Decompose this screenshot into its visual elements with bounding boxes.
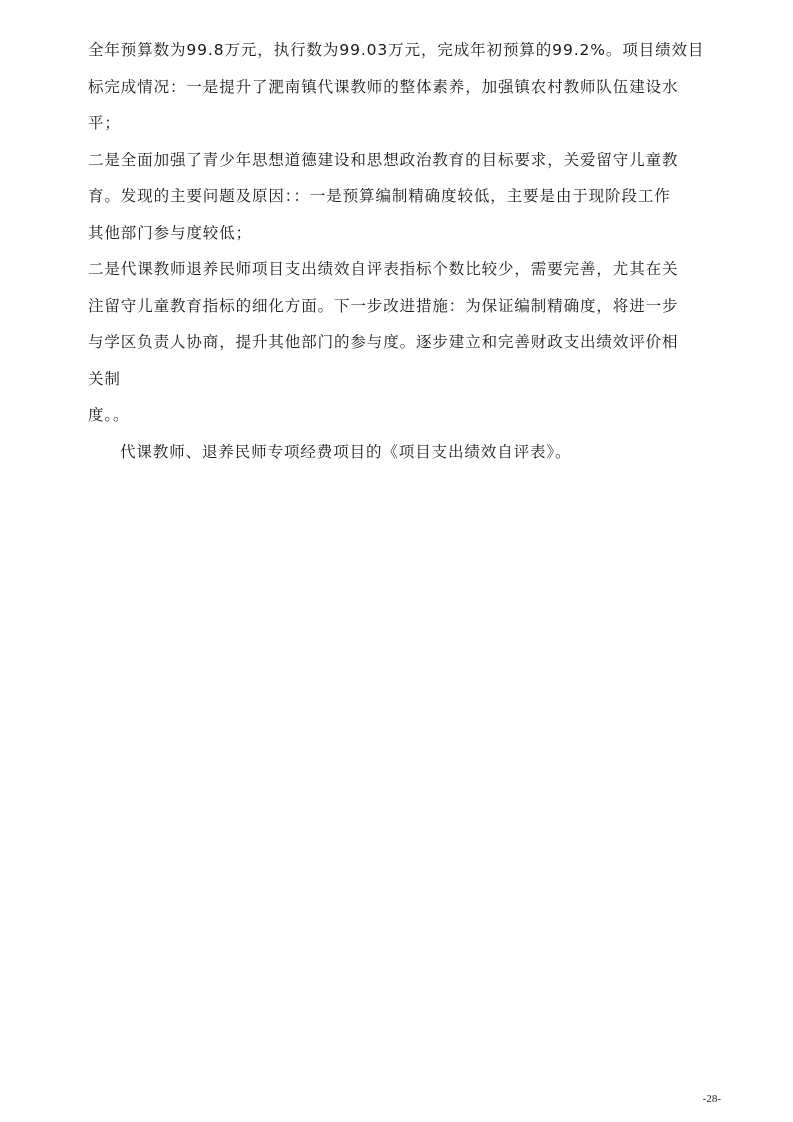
text-line-indented: 代课教师、退养民师专项经费项目的《项目支出绩效自评表》。 [120,442,572,461]
text-line: 全年预算数为99.8万元，执行数为99.03万元，完成年初预算的99.2%。项目绩效目 [88,41,705,59]
text-line: 注留守儿童教育指标的细化方面。下一步改进措施：为保证编制精确度，将进一步 [88,296,679,315]
text-line: 与学区负责人协商，提升其他部门的参与度。逐步建立和完善财政支出绩效评价相 [88,333,679,351]
text-line: 二是全面加强了青少年思想道德建设和思想政治教育的目标要求，关爱留守儿童教 [88,150,679,169]
text-line: 关制 [88,369,121,388]
body-text [88,32,703,470]
text-line: 平； [88,114,121,132]
text-line: 度。。 [88,406,130,424]
page-number: -28- [702,1093,721,1105]
text-line: 育。发现的主要问题及原因：：一是预算编制精确度较低，主要是由于现阶段工作 [88,187,671,205]
text-line: 标完成情况：一是提升了淝南镇代课教师的整体素养，加强镇农村教师队伍建设水 [88,77,679,96]
text-line: 其他部门参与度较低； [88,223,253,242]
text-line: 二是代课教师退养民师项目支出绩效自评表指标个数比较少，需要完善，尤其在关 [88,260,679,278]
